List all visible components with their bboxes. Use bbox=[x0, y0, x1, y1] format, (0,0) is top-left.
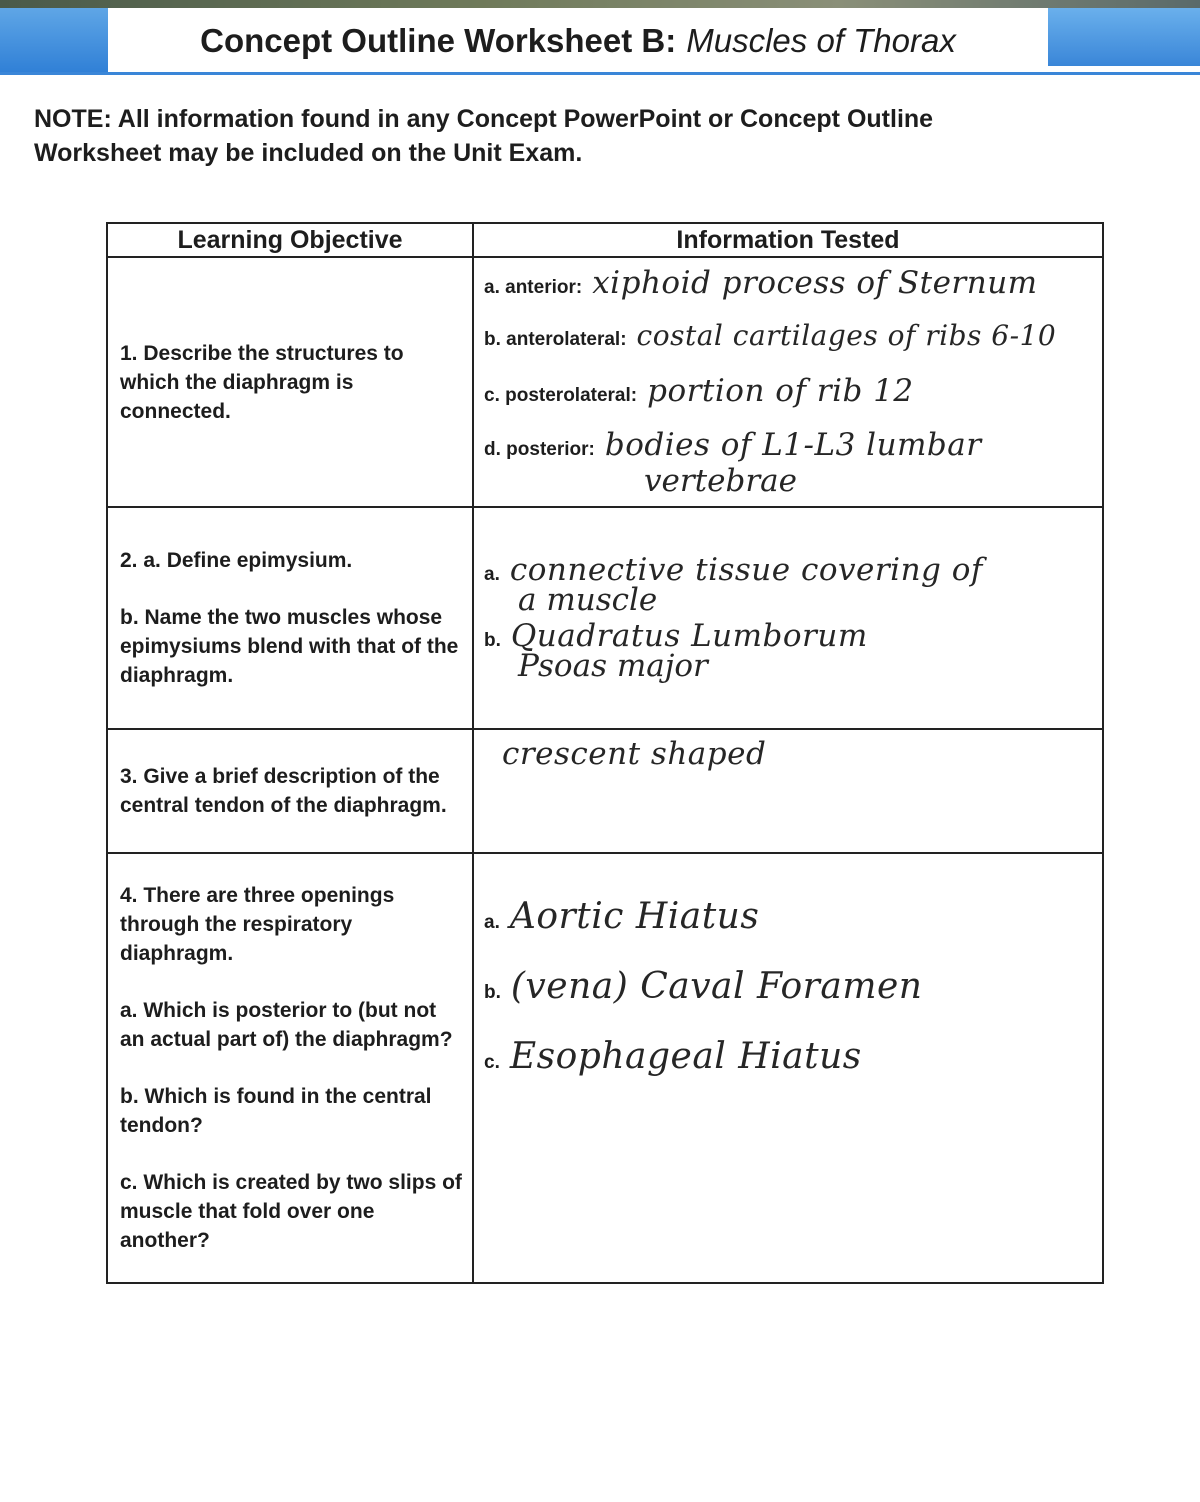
objective-text: a. Which is posterior to (but not an actual part of) the diaphragm? bbox=[120, 999, 453, 1051]
table-row bbox=[107, 257, 1103, 507]
header-band-left bbox=[0, 8, 108, 74]
table-row bbox=[107, 507, 1103, 729]
answer-line bbox=[484, 1036, 1094, 1106]
worksheet-table bbox=[106, 222, 1104, 1284]
handwritten-answer: portion of rib 12 bbox=[647, 373, 914, 409]
header-band-right bbox=[1048, 8, 1200, 66]
answer-label: c. posterolateral: bbox=[484, 385, 638, 406]
table-row bbox=[107, 729, 1103, 853]
objective-text: 1. Describe the structures to which the diaphragm is connected. bbox=[120, 341, 404, 423]
objective-cell bbox=[107, 853, 473, 1283]
handwritten-answer-continued: Psoas major bbox=[518, 648, 708, 684]
handwritten-answer: Quadratus Lumborum bbox=[510, 618, 868, 654]
answer-line bbox=[484, 736, 1094, 772]
answer-label: d. posterior: bbox=[484, 439, 595, 460]
objective-text: b. Name the two muscles whose epimysiums blend with that of the diaphragm. bbox=[120, 606, 459, 687]
handwritten-answer: costal cartilages of ribs 6-10 bbox=[636, 319, 1057, 352]
title-subtitle: Muscles of Thorax bbox=[686, 22, 956, 59]
handwritten-answer: (vena) Caval Foramen bbox=[510, 966, 923, 1007]
handwritten-answer: crescent shaped bbox=[502, 736, 767, 772]
column-header-information: Information Tested bbox=[473, 223, 1103, 257]
objective-text: 3. Give a brief description of the central tendon of the diaphragm. bbox=[120, 765, 447, 817]
handwritten-answer-continued: a muscle bbox=[518, 582, 658, 618]
answer-label: a. anterior: bbox=[484, 277, 583, 298]
objective-text: b. Which is found in the central tendon? bbox=[120, 1085, 432, 1137]
title-main: Concept Outline Worksheet B: bbox=[200, 22, 677, 59]
answer-cell bbox=[473, 853, 1103, 1283]
header-band-line bbox=[0, 72, 1200, 75]
handwritten-answer: Esophageal Hiatus bbox=[509, 1036, 862, 1077]
objective-text: 2. a. Define epimysium. bbox=[120, 549, 353, 572]
exam-note: NOTE: All information found in any Concept PowerPoint or Concept Outline Worksheet may be included on the Unit Exam. bbox=[34, 105, 934, 167]
answer-label: b. bbox=[484, 630, 501, 651]
answer-label: a. bbox=[484, 912, 500, 933]
answer-cell bbox=[473, 257, 1103, 507]
answer-line bbox=[484, 319, 1094, 373]
table-row bbox=[107, 853, 1103, 1283]
handwritten-answer: xiphoid process of Sternum bbox=[592, 265, 1038, 301]
objective-text: c. Which is created by two slips of muscle that fold over one another? bbox=[120, 1171, 462, 1252]
answer-label: b. anterolateral: bbox=[484, 329, 627, 350]
handwritten-answer: bodies of L1-L3 lumbar bbox=[604, 427, 982, 463]
answer-label: c. bbox=[484, 1052, 500, 1073]
handwritten-answer: Aortic Hiatus bbox=[509, 896, 760, 937]
objective-cell bbox=[107, 507, 473, 729]
objective-cell bbox=[107, 257, 473, 507]
answer-label: b. bbox=[484, 982, 501, 1003]
answer-line bbox=[484, 966, 1094, 1036]
answer-cell bbox=[473, 507, 1103, 729]
answer-cell bbox=[473, 729, 1103, 853]
worksheet-title bbox=[108, 10, 1048, 72]
handwritten-answer-continued: vertebrae bbox=[644, 463, 797, 499]
answer-label: a. bbox=[484, 564, 500, 585]
column-header-objective: Learning Objective bbox=[107, 223, 473, 257]
answer-line bbox=[484, 896, 1094, 966]
objective-cell bbox=[107, 729, 473, 853]
table-header-row bbox=[107, 223, 1103, 257]
handwritten-answer: connective tissue covering of bbox=[509, 552, 983, 588]
answer-line bbox=[484, 373, 1094, 427]
answer-line bbox=[484, 265, 1094, 319]
objective-text: 4. There are three openings through the respiratory diaphragm. bbox=[120, 884, 395, 965]
top-photo-strip bbox=[0, 0, 1200, 8]
